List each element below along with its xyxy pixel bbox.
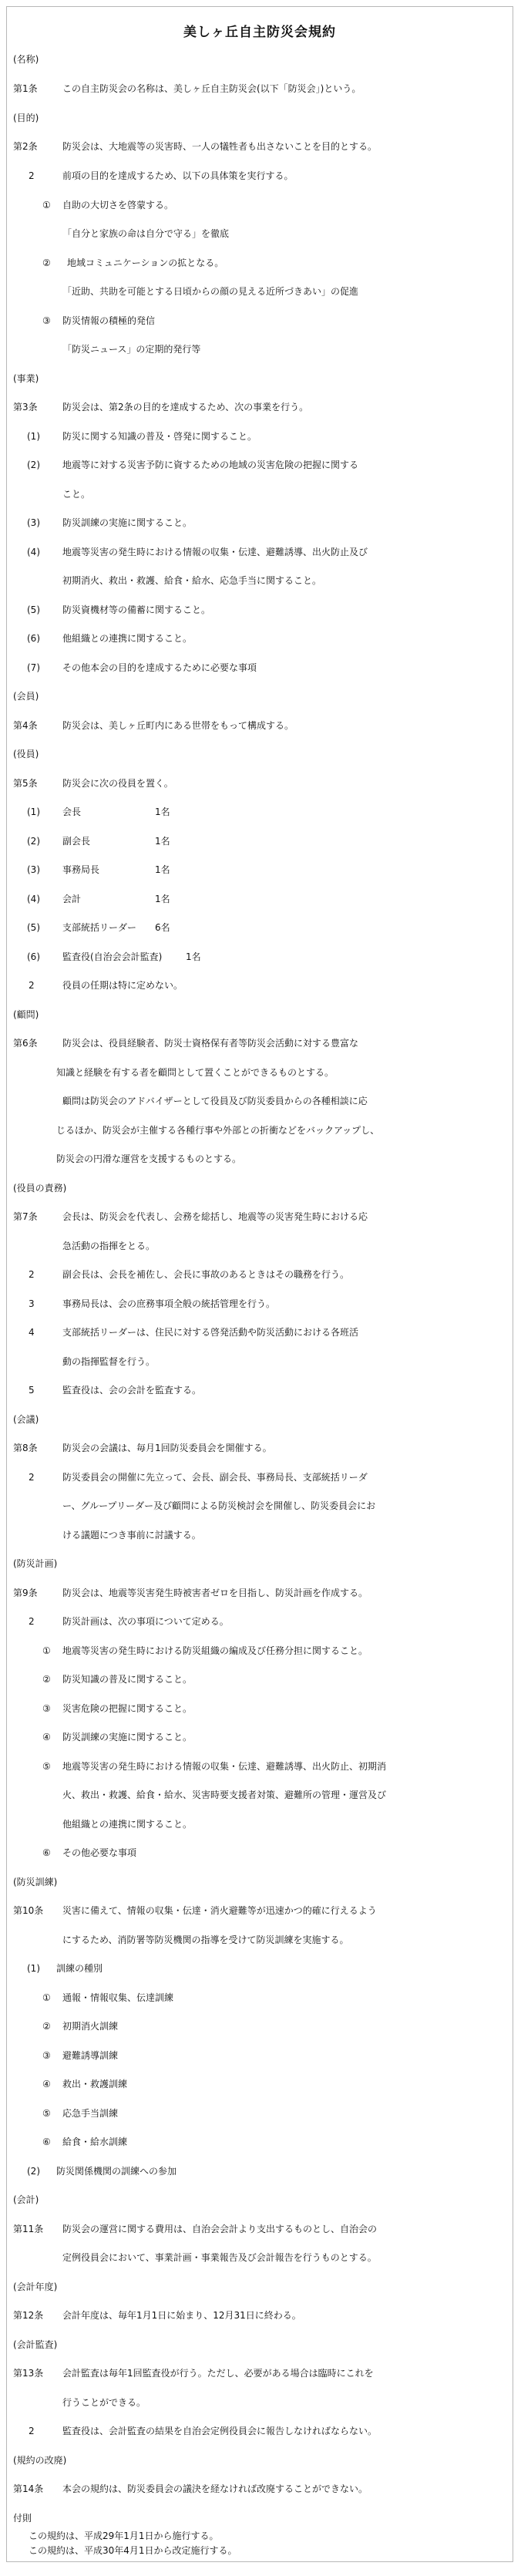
text-line: 災害危険の把握に関すること。 — [62, 1703, 193, 1714]
text-line: 支部統括リーダー — [62, 922, 137, 933]
text-line: 第2条 — [13, 141, 38, 152]
text-line: ③ — [42, 2050, 51, 2061]
text-line: 付則 — [13, 2513, 32, 2524]
text-line: (4) — [27, 894, 40, 904]
text-line: 「自分と家族の命は自分で守る」を徹底 — [62, 228, 230, 239]
text-line: 1名 — [155, 836, 170, 847]
text-line: ⑥ — [42, 2137, 51, 2147]
text-line: 訓練の種別 — [56, 1963, 103, 1974]
text-line: ① — [42, 1645, 51, 1656]
text-line: 防災会は、大地震等の災害時、一人の犠牲者も出さないことを目的とする。 — [62, 141, 378, 152]
text-line: 防災会は、美しヶ丘町内にある世帯をもって構成する。 — [62, 720, 294, 731]
text-line: 初期消火訓練 — [62, 2021, 119, 2032]
text-line: 第4条 — [13, 720, 38, 731]
text-line: 知識と経験を有する者を顧問として置くことができるものとする。 — [56, 1067, 334, 1078]
text-line: 地震等に対する災害予防に資するための地域の災害危険の把握に関する — [62, 460, 359, 470]
text-line: 初期消火、救出・救護、給食・給水、応急手当に関すること。 — [62, 575, 322, 586]
text-line: 急活動の指揮をとる。 — [62, 1241, 156, 1251]
text-line: じるほか、防災会が主催する各種行事や外部との折衝などをバックアップし、 — [56, 1125, 380, 1136]
text-line: 第8条 — [13, 1443, 38, 1453]
text-line: 災害に備えて、情報の収集・伝達・消火避難等が迅速かつ的確に行えるよう — [62, 1905, 377, 1916]
text-line: (名称) — [13, 54, 39, 65]
text-line: (2) — [27, 2166, 40, 2177]
bylaws-document — [6, 6, 513, 2562]
text-line: 2 — [29, 1269, 35, 1280]
text-line: ③ — [42, 1703, 51, 1714]
text-line: 防災知識の普及に関すること。 — [62, 1674, 193, 1685]
text-line: 地震等災害の発生時における情報の収集・伝達、避難誘導、出火防止及び — [62, 547, 368, 557]
text-line: 防災委員会の開催に先立って、会長、副会長、事務局長、支部統括リーダ — [62, 1472, 368, 1483]
text-line: (目的) — [13, 113, 39, 123]
text-line: 役員の任期は特に定めない。 — [62, 980, 183, 991]
text-line: 防災に関する知識の普及・啓発に関すること。 — [62, 431, 257, 442]
text-line: 地震等災害の発生時における防災組織の編成及び任務分担に関すること。 — [62, 1645, 368, 1656]
text-line: ② — [42, 2021, 51, 2032]
text-line: その他本会の目的を達成するために必要な事項 — [62, 662, 257, 673]
text-line: 第9条 — [13, 1588, 38, 1598]
text-line: (1) — [27, 806, 40, 817]
text-line: (5) — [27, 604, 40, 615]
text-line: ける議題につき事前に討議する。 — [62, 1530, 201, 1541]
text-line: ② — [42, 1674, 51, 1685]
text-line: 防災会は、役員経験者、防災士資格保有者等防災会活動に対する豊富な — [62, 1038, 359, 1049]
text-line: 救出・救護訓練 — [62, 2079, 128, 2089]
text-line: 動の指揮監督を行う。 — [62, 1356, 156, 1367]
text-line: 防災訓練の実施に関すること。 — [62, 517, 193, 528]
text-line: 1名 — [186, 951, 201, 962]
text-line: 会長は、防災会を代表し、会務を総括し、地震等の災害発生時における応 — [62, 1211, 368, 1222]
text-line: ③ — [42, 315, 51, 326]
text-line: 第11条 — [13, 2224, 44, 2234]
text-line: 火、救出・救護、給食・給水、災害時要支援者対策、避難所の管理・運営及び — [62, 1790, 387, 1800]
text-line: ⑥ — [42, 1847, 51, 1858]
text-line: (会議) — [13, 1414, 39, 1425]
text-line: (7) — [27, 662, 40, 673]
text-line: (防災計画) — [13, 1558, 58, 1569]
text-line: 会計年度は、毎年1月1日に始まり、12月31日に終わる。 — [62, 2310, 301, 2321]
text-line: この規約は、平成29年1月1日から施行する。 — [29, 2531, 219, 2541]
text-line: ① — [42, 1992, 51, 2003]
text-line: ⑤ — [42, 2108, 51, 2119]
text-line: 定例役員会において、事業計画・事業報告及び会計報告を行うものとする。 — [62, 2252, 377, 2263]
text-line: (役員) — [13, 749, 39, 759]
text-line: 6名 — [155, 922, 170, 933]
text-line: (6) — [27, 633, 40, 644]
text-line: 1名 — [155, 864, 170, 875]
text-line: 防災会の会議は、毎月1回防災委員会を開催する。 — [62, 1443, 272, 1453]
text-line: 2 — [29, 980, 35, 991]
text-line: (会計) — [13, 2194, 39, 2205]
text-line: ② — [42, 258, 51, 268]
text-line: (会計年度) — [13, 2281, 58, 2292]
text-line: 第1条 — [13, 83, 38, 94]
text-line: (事業) — [13, 373, 39, 384]
text-line: 副会長 — [62, 836, 91, 847]
text-line: 第12条 — [13, 2310, 44, 2321]
text-line: 1名 — [155, 894, 170, 904]
text-line: 2 — [29, 1616, 35, 1627]
text-line: 会計監査は毎年1回監査役が行う。ただし、必要がある場合は臨時にこれを — [62, 2368, 374, 2379]
text-line: (役員の責務) — [13, 1183, 67, 1194]
text-line: 防災会に次の役員を置く。 — [62, 778, 173, 789]
text-line: ⑤ — [42, 1761, 51, 1772]
text-line: こと。 — [62, 489, 91, 500]
text-line: 防災関係機関の訓練への参加 — [56, 2166, 177, 2177]
text-line: 第13条 — [13, 2368, 44, 2379]
text-line: (3) — [27, 517, 40, 528]
text-line: (規約の改廃) — [13, 2455, 67, 2466]
text-line: 自助の大切さを啓蒙する。 — [62, 200, 174, 210]
text-line: 応急手当訓練 — [62, 2108, 119, 2119]
text-line: 「近助、共助を可能とする日頃からの顔の見える近所づきあい」の促進 — [62, 286, 359, 297]
text-line: (2) — [27, 460, 40, 470]
text-line: (会員) — [13, 691, 39, 702]
text-line: 事務局長は、会の庶務事項全般の統括管理を行う。 — [62, 1298, 276, 1309]
text-line: 避難誘導訓練 — [62, 2050, 119, 2061]
text-line: 副会長は、会長を補佐し、会長に事故のあるときはその職務を行う。 — [62, 1269, 350, 1280]
text-line: 事務局長 — [62, 864, 100, 875]
text-line: 顧問は防災会のアドバイザーとして役員及び防災委員からの各種相談に応 — [62, 1096, 368, 1106]
text-line: その他必要な事項 — [62, 1847, 137, 1858]
text-line: (1) — [27, 1963, 40, 1974]
text-line: 行うことができる。 — [62, 2397, 146, 2408]
text-line: 防災会の円滑な運営を支援するものとする。 — [56, 1153, 242, 1164]
text-line: 防災会の運営に関する費用は、自治会会計より支出するものとし、自治会の — [62, 2224, 378, 2234]
text-line: 地震等災害の発生時における情報の収集・伝達、避難誘導、出火防止、初期消 — [62, 1761, 387, 1772]
text-line: 1名 — [155, 806, 170, 817]
text-line: 防災資機材等の備蓄に関すること。 — [62, 604, 211, 615]
text-line: 第10条 — [13, 1905, 44, 1916]
text-line: 会長 — [62, 806, 82, 817]
text-line: 第6条 — [13, 1038, 38, 1049]
text-line: 支部統括リーダーは、住民に対する啓発活動や防災活動における各班活 — [62, 1327, 359, 1338]
text-line: 給食・給水訓練 — [62, 2137, 128, 2147]
text-line: この規約は、平成30年4月1日から改定施行する。 — [29, 2545, 237, 2556]
text-line: (6) — [27, 951, 40, 962]
text-line: 防災計画は、次の事項について定める。 — [62, 1616, 229, 1627]
text-line: ① — [42, 200, 51, 210]
text-line: (2) — [27, 836, 40, 847]
text-line: ー、グループリーダー及び顧問による防災検討会を開催し、防災委員会にお — [62, 1500, 376, 1511]
text-line: 第3条 — [13, 402, 38, 412]
text-line: 監査役は、会の会計を監査する。 — [62, 1385, 202, 1396]
text-line: 4 — [29, 1327, 35, 1338]
text-line: 2 — [29, 2426, 35, 2436]
text-line: 「防災ニュース」の定期的発行等 — [62, 344, 201, 355]
text-line: 2 — [29, 170, 35, 181]
text-line: 地域コミュニケーションの拡となる。 — [67, 258, 224, 268]
text-line: 監査役は、会計監査の結果を自治会定例役員会に報告しなければならない。 — [62, 2426, 378, 2436]
text-line: (5) — [27, 922, 40, 933]
text-line: (3) — [27, 864, 40, 875]
text-line: 防災会は、第2条の目的を達成するため、次の事業を行う。 — [62, 402, 309, 412]
text-line: (防災訓練) — [13, 1877, 58, 1887]
text-line: 防災情報の積極的発信 — [62, 315, 156, 326]
text-line: (4) — [27, 547, 40, 557]
text-line: 第14条 — [13, 2483, 44, 2494]
text-line: 5 — [29, 1385, 35, 1396]
document-title: 美しヶ丘自主防災会規約 — [183, 25, 336, 40]
text-line: 他組織との連携に関すること。 — [62, 1819, 193, 1830]
text-line: 3 — [29, 1298, 35, 1309]
text-line: 他組織との連携に関すること。 — [62, 633, 193, 644]
text-line: (会計監査) — [13, 2339, 58, 2350]
text-line: ④ — [42, 1732, 51, 1743]
text-line: 防災訓練の実施に関すること。 — [62, 1732, 193, 1743]
text-line: 会計 — [62, 894, 82, 904]
text-line: 監査役(自治会会計監査) — [62, 951, 163, 962]
text-line: 第7条 — [13, 1211, 38, 1222]
text-line: この自主防災会の名称は、美しヶ丘自主防災会(以下「防災会」)という。 — [62, 83, 361, 94]
text-line: ④ — [42, 2079, 51, 2089]
text-line: 第5条 — [13, 778, 38, 789]
text-line: 本会の規約は、防災委員会の議決を経なければ改廃することができない。 — [62, 2483, 368, 2494]
text-line: にするため、消防署等防災機関の指導を受けて防災訓練を実施する。 — [62, 1935, 349, 1945]
text-line: (1) — [27, 431, 40, 442]
text-line: 通報・情報収集、伝達訓練 — [62, 1992, 174, 2003]
text-line: 防災会は、地震等災害発生時被害者ゼロを目指し、防災計画を作成する。 — [62, 1588, 368, 1598]
text-line: 前項の目的を達成するため、以下の具体策を実行する。 — [62, 170, 294, 181]
text-line: 2 — [29, 1472, 35, 1483]
text-line: (顧問) — [13, 1009, 39, 1020]
